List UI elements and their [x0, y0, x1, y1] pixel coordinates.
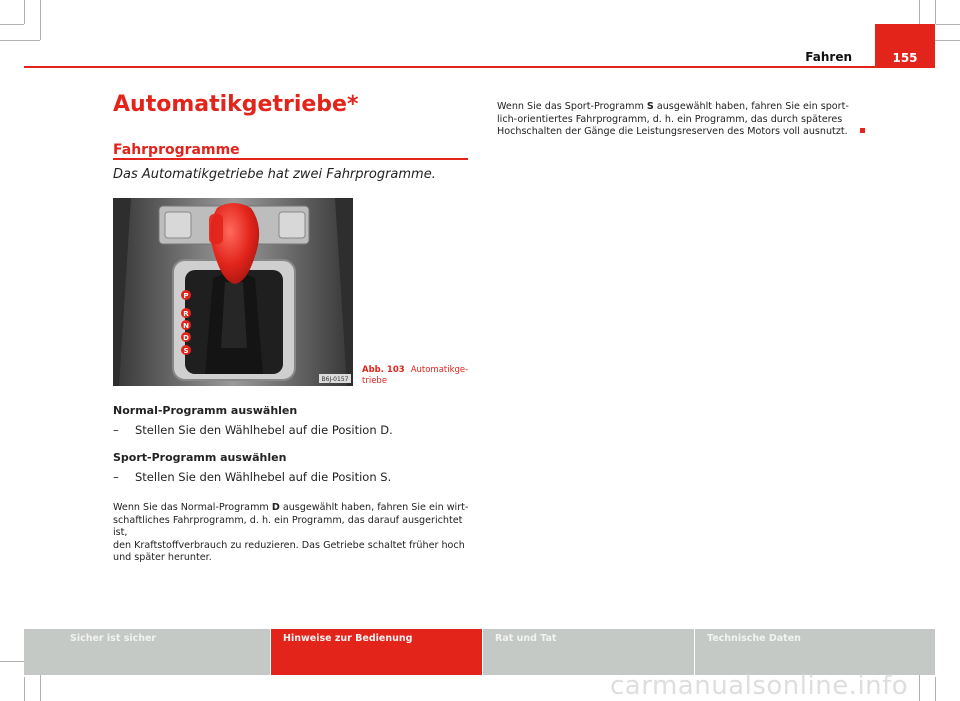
- section-end-mark: [860, 128, 865, 133]
- figure-caption-line2: triebe: [362, 376, 388, 386]
- subtitle-rule: [113, 158, 468, 160]
- para2-line3: Hochschalten der Gänge die Leistungsreserven des Motors voll ausnutzt.: [497, 126, 848, 138]
- intro-text: Das Automatikgetriebe hat zwei Fahrprogramme.: [113, 167, 436, 182]
- gear-letter-d: D: [183, 334, 189, 342]
- figure-caption-line1: Automatikge-: [410, 365, 469, 375]
- step-text: Stellen Sie den Wählhebel auf die Position S.: [135, 470, 392, 484]
- page-title: Automatikgetriebe*: [113, 92, 359, 117]
- step-text: Stellen Sie den Wählhebel auf die Position D.: [135, 423, 393, 437]
- gear-letter-p: P: [183, 292, 189, 300]
- figure-caption: [362, 365, 468, 387]
- footer-tab-label: Sicher ist sicher: [70, 633, 157, 644]
- figure-label: Abb. 103: [362, 365, 405, 375]
- step-sport-program: [113, 470, 391, 484]
- header-rule: [24, 66, 935, 68]
- section-subtitle: Fahrprogramme: [113, 142, 240, 158]
- crop-mark: [40, 0, 41, 40]
- para1-line1-a: Wenn Sie das Normal-Programm: [113, 502, 272, 513]
- step-dash: –: [113, 470, 119, 484]
- footer-tab-sicher-ist-sicher[interactable]: [24, 629, 270, 675]
- para2-bold-s: S: [646, 101, 654, 112]
- heading-normal-program: Normal-Programm auswählen: [113, 404, 298, 417]
- step-dash: –: [113, 423, 119, 437]
- para1-line3: den Kraftstoffverbrauch zu reduzieren. Das Getriebe schaltet früher hoch: [113, 539, 465, 551]
- para1-line4: und später herunter.: [113, 552, 212, 564]
- crop-mark: [935, 0, 936, 24]
- page-number-tab: [875, 24, 935, 68]
- gear-selector-figure: [113, 198, 353, 386]
- page-number: 155: [892, 51, 918, 65]
- heading-sport-program: Sport-Programm auswählen: [113, 451, 287, 464]
- crop-mark: [935, 677, 936, 701]
- paragraph-sport-program: [497, 101, 877, 139]
- crop-mark: [24, 677, 25, 701]
- running-header-title: Fahren: [805, 50, 852, 64]
- footer-tab-label: Rat und Tat: [495, 633, 557, 644]
- footer-tab-rat-und-tat[interactable]: [483, 629, 694, 675]
- para2-line2: lich-orientiertes Fahrprogramm, d. h. ein Programm, das durch späteres: [497, 113, 843, 125]
- para1-line1-c: ausgewählt haben, fahren Sie ein wirt-: [279, 502, 469, 513]
- step-normal-program: [113, 423, 393, 437]
- watermark: carmanualsonline.info: [610, 671, 909, 701]
- crop-mark: [936, 24, 960, 25]
- footer-tab-label: Hinweise zur Bedienung: [283, 633, 413, 644]
- footer-tab-label: Technische Daten: [707, 633, 801, 644]
- para1-bold-d: D: [271, 502, 280, 513]
- para2-line1-c: ausgewählt haben, fahren Sie ein sport-: [653, 101, 849, 112]
- para1-line2: schaftliches Fahrprogramm, d. h. ein Programm, das darauf ausgerichtet ist,: [113, 514, 463, 539]
- gear-letter-r: R: [183, 310, 189, 318]
- footer-tab-technische-daten[interactable]: [695, 629, 935, 675]
- gear-letter-s: S: [183, 347, 189, 355]
- crop-mark: [0, 40, 40, 41]
- gear-letter-n: N: [183, 322, 189, 330]
- paragraph-normal-program: [113, 502, 473, 565]
- para2-line1-a: Wenn Sie das Sport-Programm: [497, 101, 647, 112]
- gear-selector-illustration: [113, 198, 353, 386]
- crop-mark: [24, 0, 25, 24]
- figure-code: B6J-0157: [321, 376, 349, 383]
- crop-mark: [0, 24, 24, 25]
- footer-tab-hinweise-zur-bedienung[interactable]: [271, 629, 482, 675]
